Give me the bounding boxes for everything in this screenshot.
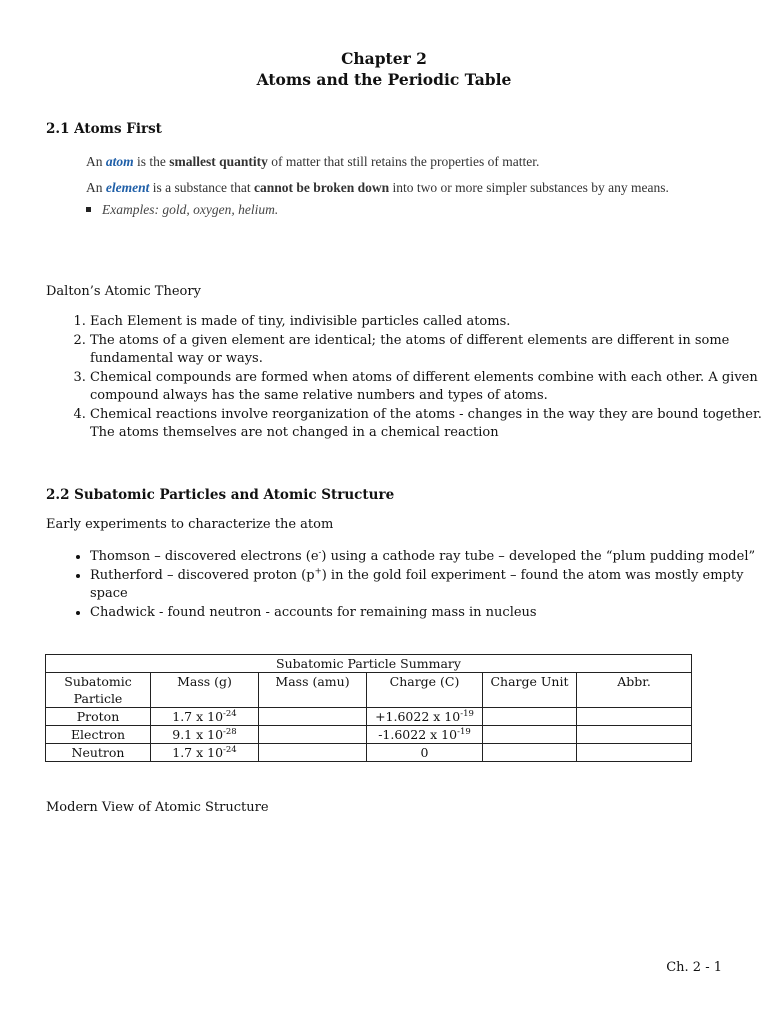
- section-heading-subatomic: 2.2 Subatomic Particles and Atomic Structure: [46, 487, 395, 503]
- list-item: 3. Chemical compounds are formed when atoms of different elements combine with each other. A given compound always has the same relative numbers and types of atoms.: [90, 369, 768, 406]
- list-item: 4. Chemical reactions involve reorganization of the atoms - changes in the way they are bound together. The atoms themselves are not changed in a chemical reaction: [90, 406, 768, 443]
- mass-exponent: -28: [223, 726, 237, 737]
- mass-exponent: -24: [223, 744, 237, 755]
- page-number: Ch. 2 - 1: [666, 960, 722, 975]
- table-row: [46, 726, 692, 744]
- element-def-mid: is a substance that: [149, 180, 254, 195]
- column-header: Mass (amu): [259, 673, 367, 708]
- mass-cell: [151, 708, 259, 726]
- atom-definition: [86, 155, 686, 169]
- element-definition: [86, 181, 686, 195]
- charge-cell: [367, 708, 483, 726]
- mass-base: 9.1 x 10: [172, 727, 224, 742]
- rutherford-post: ) in the gold foil experiment – found the atom was mostly empty space: [90, 567, 744, 601]
- charge-unit-cell: [483, 726, 577, 744]
- thomson-sup: -: [318, 547, 322, 558]
- charge-exponent: -19: [457, 726, 471, 737]
- modern-view-heading: Modern View of Atomic Structure: [46, 800, 269, 815]
- charge-base: +1.6022 x 10: [375, 709, 461, 724]
- thomson-pre: Thomson – discovered electrons (e: [90, 549, 319, 564]
- charge-exponent: -19: [460, 708, 474, 719]
- square-bullet-icon: [86, 207, 91, 212]
- chapter-title: Atoms and the Periodic Table: [256, 70, 512, 89]
- chapter-number: Chapter 2: [341, 49, 427, 68]
- particle-cell: Neutron: [46, 744, 151, 762]
- term-atom: atom: [105, 154, 134, 169]
- atom-def-bold: smallest quantity: [169, 154, 268, 169]
- charge-cell: [367, 744, 483, 762]
- rutherford-sup: +: [314, 566, 322, 577]
- chapter-title-block: [0, 48, 768, 90]
- charge-unit-cell: [483, 708, 577, 726]
- dalton-heading: Dalton’s Atomic Theory: [46, 284, 201, 299]
- thomson-post: ) using a cathode ray tube – developed the “plum pudding model”: [321, 549, 756, 564]
- list-item-chadwick: • Chadwick - found neutron - accounts for remaining mass in nucleus: [90, 604, 768, 623]
- abbr-cell: [577, 726, 692, 744]
- abbr-cell: [577, 744, 692, 762]
- experiments-list: [46, 548, 768, 622]
- column-header: Abbr.: [577, 673, 692, 708]
- abbr-cell: [577, 708, 692, 726]
- amu-cell: [259, 726, 367, 744]
- subatomic-particle-table: [45, 654, 692, 762]
- term-element: element: [105, 180, 150, 195]
- element-def-post: into two or more simpler substances by any means.: [389, 180, 669, 195]
- atom-def-mid: is the: [133, 154, 170, 169]
- definitions-block: [86, 155, 686, 222]
- mass-base: 1.7 x 10: [172, 745, 224, 760]
- charge-unit-cell: [483, 744, 577, 762]
- mass-base: 1.7 x 10: [172, 709, 224, 724]
- list-item: 2. The atoms of a given element are identical; the atoms of different elements are different in some fundamental way or ways.: [90, 332, 768, 369]
- column-header: Mass (g): [151, 673, 259, 708]
- charge-base: 0: [420, 745, 429, 760]
- section-heading-atoms-first: 2.1 Atoms First: [46, 121, 162, 137]
- charge-base: -1.6022 x 10: [378, 727, 458, 742]
- list-item: 1. Each Element is made of tiny, indivisible particles called atoms.: [90, 313, 768, 332]
- examples-line: [86, 203, 686, 217]
- table-row: [46, 744, 692, 762]
- list-item-rutherford: [90, 567, 768, 604]
- table-caption-row: [46, 655, 692, 673]
- amu-cell: [259, 744, 367, 762]
- rutherford-pre: Rutherford – discovered proton (p: [90, 567, 315, 583]
- mass-cell: [151, 726, 259, 744]
- particle-cell: Proton: [46, 708, 151, 726]
- column-header: Subatomic Particle: [46, 673, 151, 708]
- element-def-bold: cannot be broken down: [253, 180, 390, 195]
- table-row: [46, 708, 692, 726]
- examples-text: Examples: gold, oxygen, helium.: [102, 202, 279, 217]
- column-header: Charge Unit: [483, 673, 577, 708]
- table-header-row: [46, 673, 692, 708]
- mass-exponent: -24: [223, 708, 237, 719]
- early-experiments-intro: Early experiments to characterize the atom: [46, 517, 334, 532]
- amu-cell: [259, 708, 367, 726]
- atom-def-pre: An: [86, 154, 106, 169]
- dalton-theory-list: [46, 313, 768, 443]
- column-header: Charge (C): [367, 673, 483, 708]
- charge-cell: [367, 726, 483, 744]
- list-item-thomson: [90, 548, 768, 567]
- atom-def-post: of matter that still retains the properties of matter.: [267, 154, 540, 169]
- particle-cell: Electron: [46, 726, 151, 744]
- table-caption: Subatomic Particle Summary: [46, 655, 692, 673]
- mass-cell: [151, 744, 259, 762]
- element-def-pre: An: [86, 180, 106, 195]
